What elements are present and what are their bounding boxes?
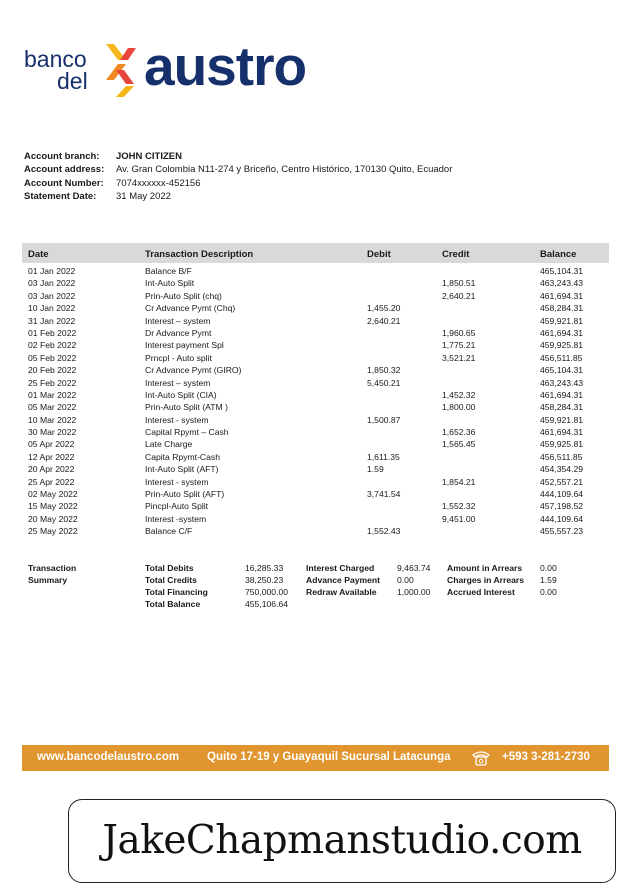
account-address-value: Av. Gran Colombia N11-274 y Briceño, Centro Histórico, 170130 Quito, Ecuador [116, 164, 453, 176]
row-description: Prin-Auto Split (chq) [145, 290, 222, 301]
table-row [22, 340, 609, 352]
row-date: 20 Feb 2022 [28, 365, 77, 376]
row-debit: 1,500.87 [367, 414, 401, 425]
table-row [22, 526, 609, 538]
row-credit: 1,960.65 [442, 327, 476, 338]
row-date: 20 May 2022 [28, 513, 78, 524]
transactions-table-body [22, 266, 609, 539]
table-row [22, 303, 609, 315]
amount-in-arrears-label: Amount in Arrears [447, 563, 523, 573]
logo-word-banco: banco [24, 46, 87, 72]
table-row [22, 501, 609, 513]
row-credit: 1,775.21 [442, 340, 476, 351]
account-number-label: Account Number: [24, 177, 104, 189]
summary-label-line2: Summary [28, 575, 68, 585]
row-description: Interest payment Spl [145, 340, 224, 351]
row-credit: 1,452.32 [442, 389, 476, 400]
row-credit: 1,552.32 [442, 501, 476, 512]
row-balance: 456,511.85 [540, 352, 583, 363]
summary-label-line1: Transaction [28, 563, 77, 573]
row-balance: 463,243.43 [540, 278, 584, 289]
row-description: Prin-Auto Split (AFT) [145, 489, 225, 500]
table-row [22, 489, 609, 501]
row-date: 01 Feb 2022 [28, 327, 77, 338]
statement-date-value: 31 May 2022 [116, 190, 171, 202]
charges-in-arrears-value: 1.59 [540, 575, 557, 585]
interest-charged-label: Interest Charged [306, 563, 375, 573]
table-row [22, 402, 609, 414]
row-balance: 459,921.81 [540, 315, 584, 326]
account-number-value: 7074xxxxxx-452156 [116, 177, 201, 189]
row-description: Balance C/F [145, 526, 193, 537]
table-row [22, 464, 609, 476]
row-date: 12 Apr 2022 [28, 451, 75, 462]
row-balance: 459,921.81 [540, 414, 584, 425]
row-description: Interest -system [145, 513, 207, 524]
logo-word-austro: austro [144, 35, 307, 97]
advance-payment-value: 0.00 [397, 575, 414, 585]
accrued-interest-value: 0.00 [540, 587, 557, 597]
row-balance: 465,104.31 [540, 365, 584, 376]
row-balance: 461,694.31 [540, 427, 584, 438]
table-row [22, 427, 609, 439]
row-date: 01 Mar 2022 [28, 389, 77, 400]
row-description: Interest – system [145, 377, 211, 388]
row-date: 03 Jan 2022 [28, 278, 76, 289]
header-debit: Debit [367, 249, 391, 260]
row-balance: 444,109.64 [540, 489, 584, 500]
row-credit: 1,800.00 [442, 402, 476, 413]
row-debit: 5,450.21 [367, 377, 401, 388]
row-credit: 9,451.00 [442, 513, 476, 524]
row-credit: 1,850.51 [442, 278, 476, 289]
row-debit: 2,640.21 [367, 315, 401, 326]
header-credit: Credit [442, 249, 470, 260]
row-date: 30 Mar 2022 [28, 427, 77, 438]
account-address-label: Account address: [24, 164, 105, 176]
accrued-interest-label: Accrued Interest [447, 587, 515, 597]
row-debit: 1,552.43 [367, 526, 401, 537]
row-debit: 1,455.20 [367, 303, 401, 314]
row-balance: 458,284.31 [540, 303, 584, 314]
account-branch-value: JOHN CITIZEN [116, 151, 182, 162]
row-date: 03 Jan 2022 [28, 290, 76, 301]
table-row [22, 278, 609, 290]
row-date: 31 Jan 2022 [28, 315, 76, 326]
row-balance: 456,511.85 [540, 451, 583, 462]
row-description: Cr Advance Pymt (Chq) [145, 303, 236, 314]
row-balance: 452,557.21 [540, 476, 584, 487]
statement-date-label: Statement Date: [24, 190, 97, 202]
footer-address: Quito 17-19 y Guayaquil Sucursal Latacunga [207, 751, 451, 763]
table-row [22, 477, 609, 489]
row-debit: 1,850.32 [367, 365, 401, 376]
row-balance: 461,694.31 [540, 389, 584, 400]
table-row [22, 316, 609, 328]
row-credit: 3,521.21 [442, 352, 476, 363]
row-credit: 1,565.45 [442, 439, 476, 450]
total-credits-label: Total Credits [145, 575, 197, 585]
account-branch-label: Account branch: [24, 151, 100, 162]
table-row [22, 514, 609, 526]
logo-word-del: del [57, 68, 88, 94]
row-description: Balance B/F [145, 266, 192, 276]
row-description: Capital Rpymt – Cash [145, 427, 229, 438]
table-row [22, 328, 609, 340]
table-row [22, 439, 609, 451]
row-description: Interest - system [145, 414, 209, 425]
total-debits-label: Total Debits [145, 563, 194, 573]
table-row [22, 353, 609, 365]
transactions-table-header [22, 243, 609, 263]
header-balance: Balance [540, 249, 577, 260]
redraw-available-value: 1,000.00 [397, 587, 431, 597]
row-credit: 1,652.36 [442, 427, 476, 438]
row-date: 25 Feb 2022 [28, 377, 77, 388]
total-credits-value: 38,250.23 [245, 575, 284, 585]
row-date: 10 Mar 2022 [28, 414, 77, 425]
footer-bar [22, 745, 609, 771]
advance-payment-label: Advance Payment [306, 575, 381, 585]
total-financing-value: 750,000.00 [245, 587, 289, 597]
watermark-box [68, 799, 616, 883]
phone-icon [471, 749, 491, 767]
row-balance: 463,243.43 [540, 377, 584, 388]
row-description: Late Charge [145, 439, 193, 450]
row-balance: 454,354.29 [540, 464, 584, 475]
row-credit: 1,854.21 [442, 476, 476, 487]
redraw-available-label: Redraw Available [306, 587, 377, 597]
table-row [22, 266, 609, 278]
row-date: 05 Apr 2022 [28, 439, 75, 450]
row-credit: 2,640.21 [442, 290, 476, 301]
row-date: 05 Mar 2022 [28, 402, 77, 413]
row-description: Capita Rpymt-Cash [145, 451, 220, 462]
row-description: Interest - system [145, 476, 209, 487]
row-date: 15 May 2022 [28, 501, 78, 512]
logo-x-mark-icon [102, 42, 138, 98]
row-balance: 461,694.31 [540, 327, 584, 338]
interest-charged-value: 9,463.74 [397, 563, 431, 573]
row-balance: 459,925.81 [540, 340, 584, 351]
row-balance: 459,925.81 [540, 439, 584, 450]
total-debits-value: 16,285.33 [245, 563, 284, 573]
row-debit: 1,611.35 [367, 451, 400, 462]
amount-in-arrears-value: 0.00 [540, 563, 557, 573]
row-debit: 3,741.54 [367, 489, 401, 500]
total-balance-value: 455,106.64 [245, 599, 289, 609]
header-description: Transaction Description [145, 249, 254, 260]
row-balance: 455,557.23 [540, 526, 584, 537]
row-description: Int-Auto Split (CIA) [145, 389, 217, 400]
row-date: 25 Apr 2022 [28, 476, 75, 487]
row-balance: 457,198.52 [540, 501, 584, 512]
table-row [22, 378, 609, 390]
row-description: Dr Advance Pymt [145, 327, 212, 338]
row-debit: 1.59 [367, 464, 384, 475]
row-description: Prncpl - Auto split [145, 352, 212, 363]
row-description: Int-Auto Split (AFT) [145, 464, 219, 475]
row-balance: 444,109.64 [540, 513, 584, 524]
header-date: Date [28, 249, 49, 260]
footer-phone[interactable]: +593 3-281-2730 [502, 751, 590, 763]
watermark-text: JakeChapmanstudio.com [102, 818, 582, 863]
row-balance: 458,284.31 [540, 402, 584, 413]
charges-in-arrears-label: Charges in Arrears [447, 575, 525, 585]
row-date: 02 Feb 2022 [28, 340, 77, 351]
table-row [22, 365, 609, 377]
total-financing-label: Total Financing [145, 587, 208, 597]
row-balance: 461,694.31 [540, 290, 584, 301]
table-row [22, 415, 609, 427]
bank-logo [24, 35, 324, 100]
row-description: Cr Advance Pymt (GIRO) [145, 365, 242, 376]
total-balance-label: Total Balance [145, 599, 201, 609]
row-date: 20 Apr 2022 [28, 464, 75, 475]
row-description: Int-Auto Split [145, 278, 195, 289]
footer-website-link[interactable]: www.bancodelaustro.com [37, 751, 180, 763]
row-description: Interest – system [145, 315, 211, 326]
row-date: 01 Jan 2022 [28, 266, 76, 276]
row-date: 05 Feb 2022 [28, 352, 77, 363]
table-row [22, 390, 609, 402]
row-description: Prin-Auto Split (ATM ) [145, 402, 228, 413]
row-date: 02 May 2022 [28, 489, 78, 500]
row-date: 25 May 2022 [28, 526, 78, 537]
table-row [22, 291, 609, 303]
account-info [24, 151, 452, 204]
row-date: 10 Jan 2022 [28, 303, 76, 314]
row-description: Pincpl-Auto Split [145, 501, 209, 512]
row-balance: 465,104.31 [540, 266, 584, 276]
table-row [22, 452, 609, 464]
